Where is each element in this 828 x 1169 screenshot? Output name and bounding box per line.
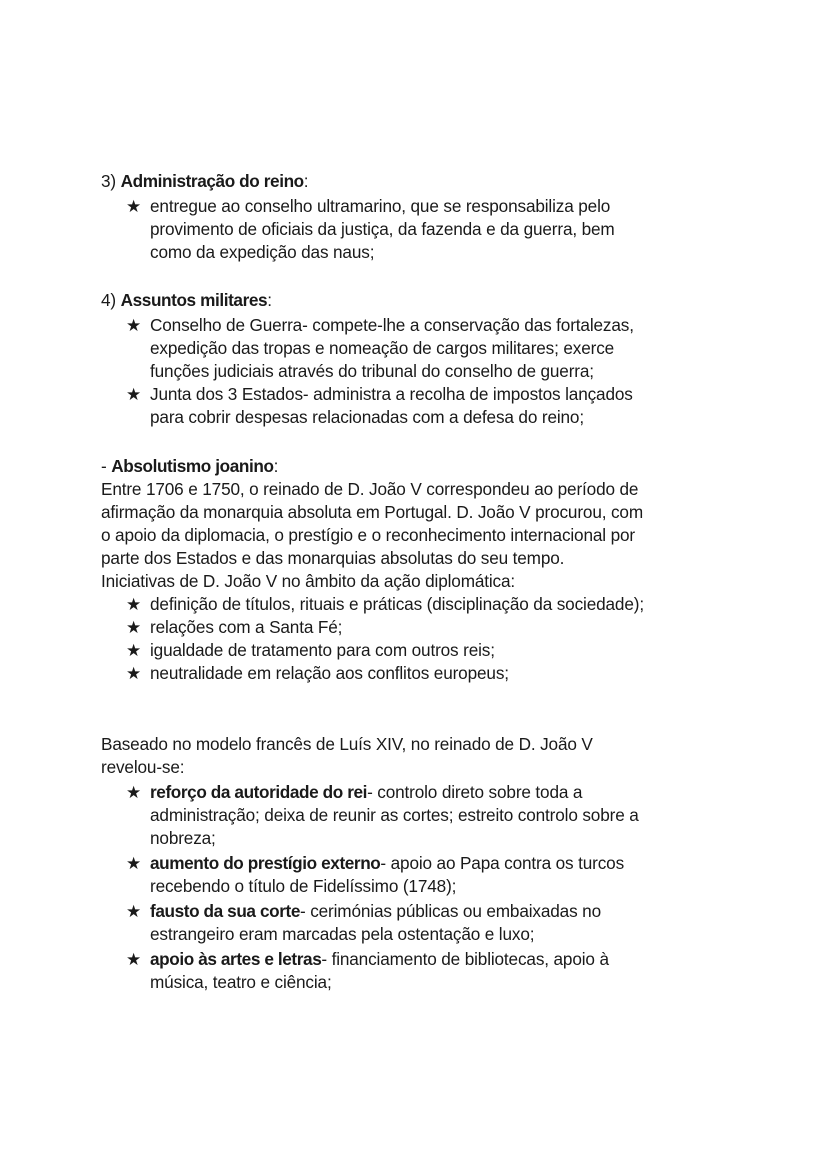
section-assuntos-militares	[101, 289, 741, 429]
list-item: ★ neutralidade em relação aos conflitos europeus;	[126, 663, 509, 683]
section-heading: 4) Assuntos militares:	[101, 290, 272, 310]
item-title: aumento do prestígio externo	[150, 853, 381, 873]
section-number: 4)	[101, 290, 121, 310]
star-bullet-icon: ★	[126, 385, 142, 404]
star-bullet-icon: ★	[126, 618, 142, 637]
bullet-list	[101, 593, 741, 685]
star-bullet-icon: ★	[126, 854, 142, 873]
list-item: ★ aumento do prestígio externo- apoio ao Papa contra os turcos recebendo o título de Fidelíssimo (1748);	[126, 853, 625, 896]
list-item: ★ definição de títulos, rituais e práticas (disciplinação da sociedade);	[126, 594, 644, 614]
section-title: Absolutismo joanino	[111, 456, 274, 476]
star-bullet-icon: ★	[126, 664, 142, 683]
list-item: ★ entregue ao conselho ultramarino, que se responsabiliza pelo provimento de oficiais da justiça, da fazenda e da guerra, bem como da expedição das naus;	[126, 196, 615, 262]
list-item: ★ igualdade de tratamento para com outros reis;	[126, 640, 495, 660]
list-item: ★ Conselho de Guerra- compete-lhe a conservação das fortalezas, expedição das tropas e nomeação de cargos militares; exerce funções judiciais através do tribunal do conselho de guerra;	[126, 315, 634, 381]
item-title: apoio às artes e letras	[150, 949, 322, 969]
section-title: Administração do reino	[120, 171, 304, 191]
section-administracao-do-reino	[101, 170, 741, 264]
list-item: ★ Junta dos 3 Estados- administra a recolha de impostos lançados para cobrir despesas relacionadas com a defesa do reino;	[126, 384, 633, 427]
section-absolutismo-joanino	[101, 455, 741, 685]
star-bullet-icon: ★	[126, 641, 142, 660]
star-bullet-icon: ★	[126, 595, 142, 614]
star-bullet-icon: ★	[126, 902, 142, 921]
bullet-list	[101, 781, 741, 994]
section-heading: 3) Administração do reino:	[101, 171, 309, 191]
item-title: fausto da sua corte	[150, 901, 300, 921]
list-item: ★ reforço da autoridade do rei- controlo direto sobre toda a administração; deixa de reunir as cortes; estreito controlo sobre a nobreza;	[126, 782, 639, 848]
item-title: reforço da autoridade do rei	[150, 782, 368, 802]
section-modelo-frances	[101, 733, 741, 994]
list-item: ★ fausto da sua corte- cerimónias públicas ou embaixadas no estrangeiro eram marcadas pela ostentação e luxo;	[126, 901, 601, 944]
list-item: ★ apoio às artes e letras- financiamento de bibliotecas, apoio à música, teatro e ciência;	[126, 949, 609, 992]
list-item: ★ relações com a Santa Fé;	[126, 617, 343, 637]
section-heading: - Absolutismo joanino:	[101, 456, 279, 476]
section-number: 3)	[101, 171, 121, 191]
intro-paragraph: Baseado no modelo francês de Luís XIV, no reinado de D. João V revelou-se:	[101, 734, 593, 777]
intro-paragraph: Entre 1706 e 1750, o reinado de D. João V correspondeu ao período de afirmação da monarquia absoluta em Portugal. D. João V procurou, com o apoio da diplomacia, o prestígio e o reconhecimento internacional por parte dos Estados e das monarquias absolutas do seu tempo. Iniciativas de D. João V no âmbito da ação diplomática:	[101, 479, 643, 591]
star-bullet-icon: ★	[126, 316, 142, 335]
star-bullet-icon: ★	[126, 783, 142, 802]
bullet-list	[101, 314, 741, 429]
star-bullet-icon: ★	[126, 197, 142, 216]
bullet-list	[101, 195, 741, 264]
section-title: Assuntos militares	[120, 290, 268, 310]
star-bullet-icon: ★	[126, 950, 142, 969]
